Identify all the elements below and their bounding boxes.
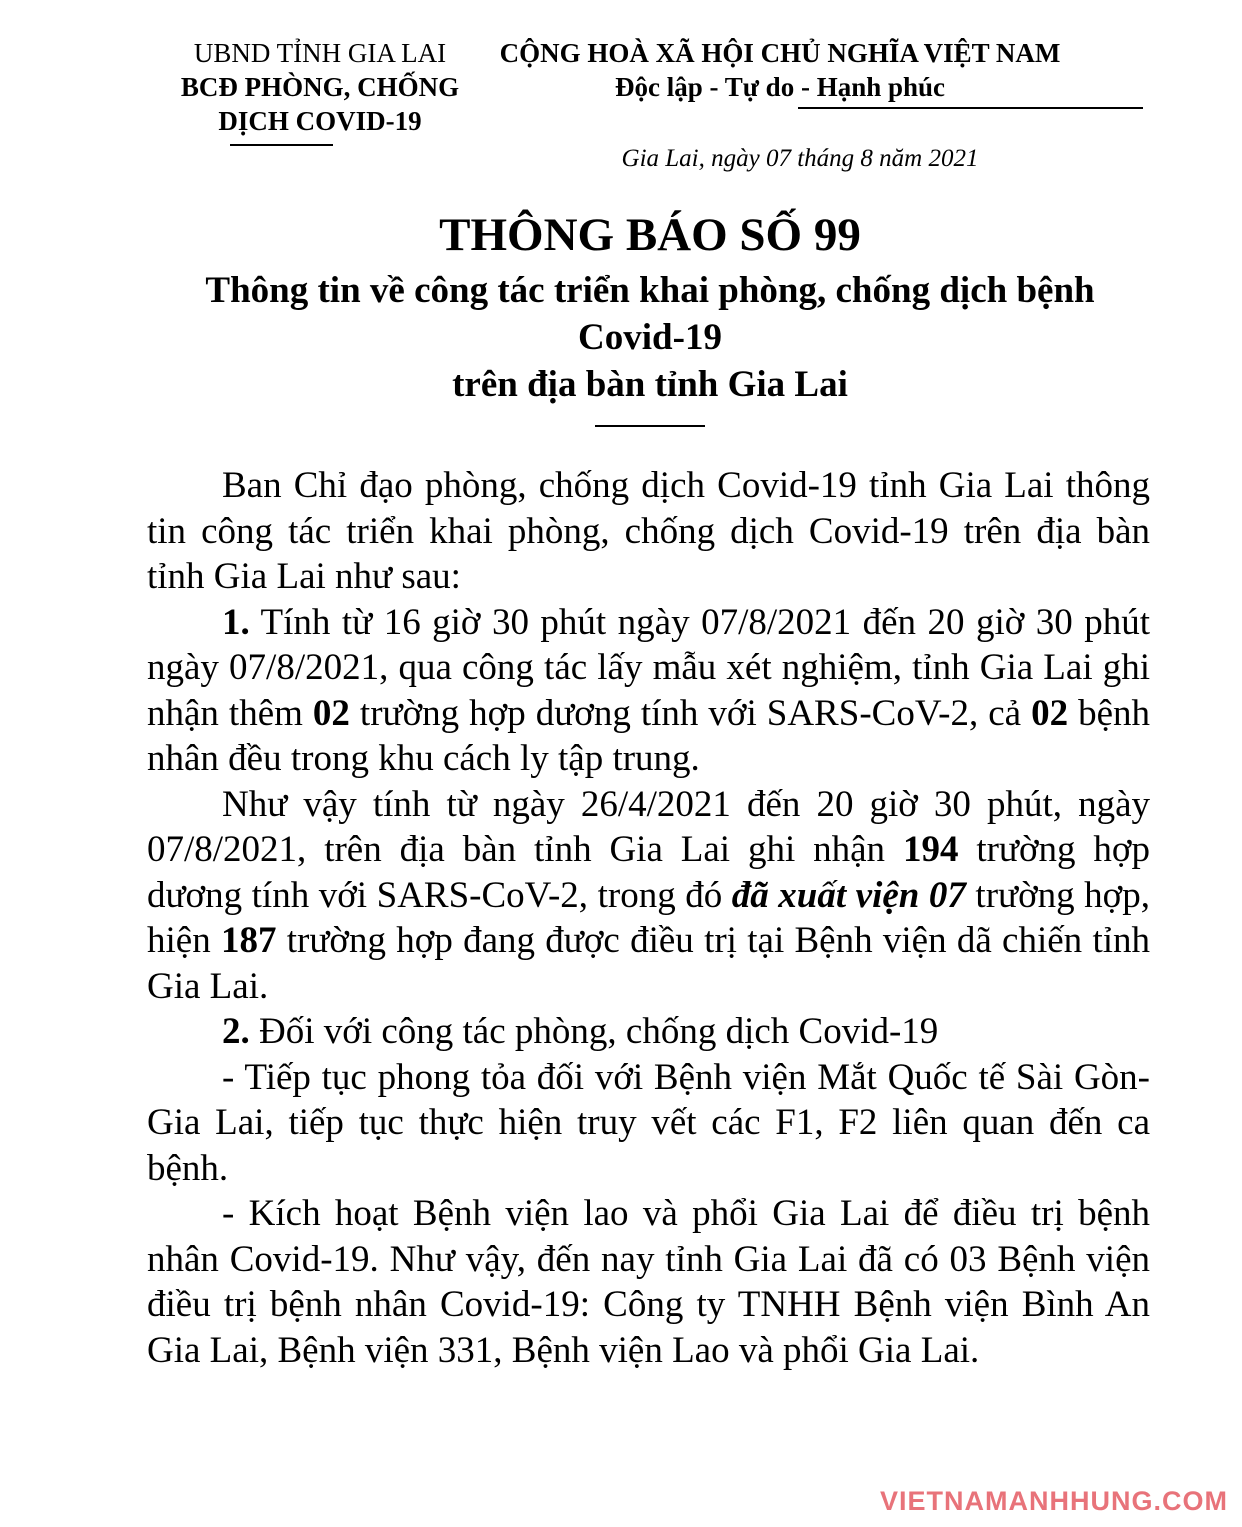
treating-count: 187: [220, 920, 277, 961]
document-body: [147, 463, 1150, 1373]
subtitle-line-1: Thông tin về công tác triển khai phòng, chống dịch bệnh: [205, 270, 1095, 311]
issuing-authority: [150, 36, 490, 138]
authority-line-2: BCĐ PHÒNG, CHỐNG: [180, 72, 460, 102]
watermark: VIETNAMANHHUNG.COM: [880, 1486, 1228, 1516]
subtitle-underline: [595, 425, 705, 427]
paragraph-summary: Như vậy tính từ ngày 26/4/2021 đến 20 giờ 30 phút, ngày 07/8/2021, trên địa bàn tỉnh Gia Lai ghi nhận 194 trường hợp dương tính với SARS-CoV-2, trong đó đã xuất viện 07 trường hợp, hiện 187 trường hợp đang được điều trị tại Bệnh viện dã chiến tỉnh Gia Lai.: [147, 783, 1150, 1007]
discharged-count: đã xuất viện 07: [731, 874, 966, 916]
paragraph-item-1: 1. Tính từ 16 giờ 30 phút ngày 07/8/2021 đến 20 giờ 30 phút ngày 07/8/2021, qua công tác lấy mẫu xét nghiệm, tỉnh Gia Lai ghi nhận thêm 02 trường hợp dương tính với SARS-CoV-2, cả 02 bệnh nhân đều trong khu cách ly tập trung.: [147, 601, 1150, 779]
total-cases-count: 194: [902, 829, 959, 870]
patients-count: 02: [1031, 692, 1069, 734]
paragraph-bullet-1: - Tiếp tục phong tỏa đối với Bệnh viện Mắt Quốc tế Sài Gòn- Gia Lai, tiếp tục thực hiện truy vết các F1, F2 liên quan đến ca bệnh.: [147, 1056, 1150, 1189]
motto-line-1: CỘNG HOÀ XÃ HỘI CHỦ NGHĨA VIỆT NAM: [499, 38, 1061, 68]
item-number: 2.: [222, 1011, 250, 1052]
motto-underline: [798, 107, 1143, 109]
new-cases-count: 02: [312, 692, 350, 734]
national-motto: [470, 36, 1090, 104]
authority-underline: [230, 144, 333, 146]
subtitle-line-3: trên địa bàn tỉnh Gia Lai: [452, 364, 848, 405]
paragraph-bullet-2: - Kích hoạt Bệnh viện lao và phổi Gia Lai để điều trị bệnh nhân Covid-19. Như vậy, đến nay tỉnh Gia Lai đã có 03 Bệnh viện điều trị bệnh nhân Covid-19: Công ty TNHH Bệnh viện Bình An Gia Lai, Bệnh viện 331, Bệnh viện Lao và phổi Gia Lai.: [147, 1193, 1150, 1371]
paragraph-item-2: 2. Đối với công tác phòng, chống dịch Covid-19: [222, 1011, 939, 1052]
item-number: 1.: [222, 601, 250, 643]
subtitle-line-2: Covid-19: [578, 317, 722, 358]
paragraph-intro: Ban Chỉ đạo phòng, chống dịch Covid-19 tỉnh Gia Lai thông tin công tác triển khai phòng, chống dịch Covid-19 trên địa bàn tỉnh Gia Lai như sau:: [147, 465, 1150, 597]
authority-line-3: DỊCH COVID-19: [218, 106, 422, 136]
authority-line-1: UBND TỈNH GIA LAI: [193, 38, 447, 68]
document-subtitle: [100, 267, 1200, 408]
motto-line-2: Độc lập - Tự do - Hạnh phúc: [614, 72, 946, 102]
document-date: Gia Lai, ngày 07 tháng 8 năm 2021: [621, 145, 979, 172]
document-title: THÔNG BÁO SỐ 99: [439, 209, 861, 261]
